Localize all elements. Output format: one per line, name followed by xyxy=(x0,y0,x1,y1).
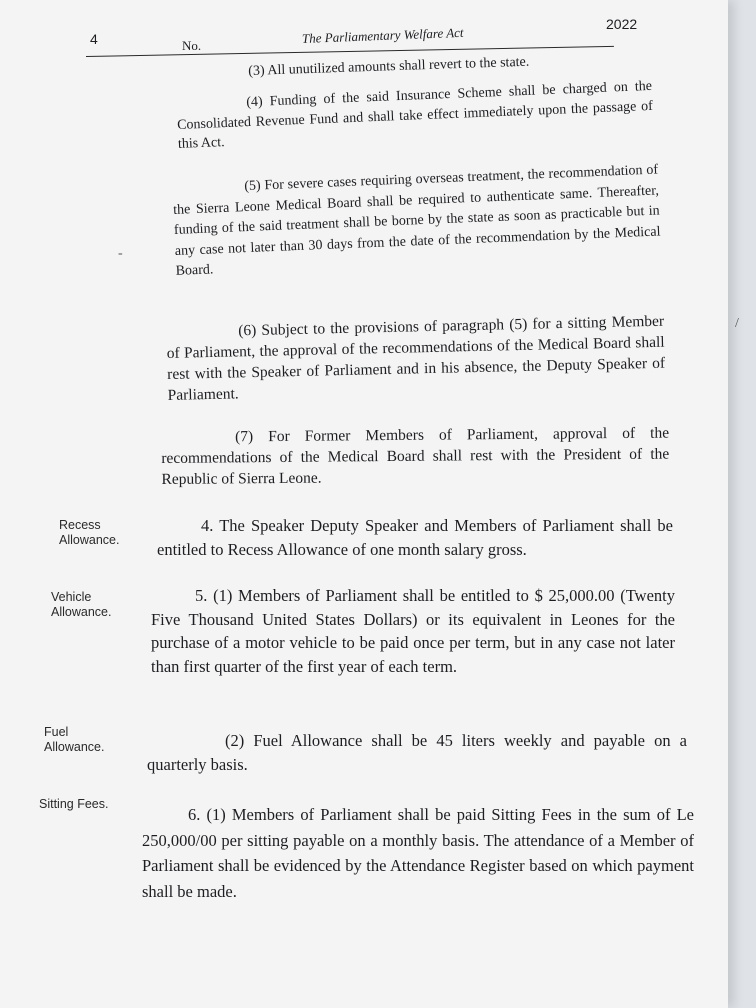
margin-note-recess: Recess Allowance. xyxy=(59,518,120,547)
no-label: No. xyxy=(182,38,202,53)
paragraph-6 xyxy=(166,311,666,406)
section-6-1 xyxy=(142,802,694,904)
section-6-1-text: 6. (1) Members of Parliament shall be paid Sitting Fees in the sum of Le 250,000/00 per sitting payable on a monthly basis. The attendance of a Member of Parliament shall be evidenced by the Attendance Register based on which payment shall be made. xyxy=(142,805,694,901)
paragraph-3: (3) All unutilized amounts shall revert to the state. xyxy=(248,54,530,79)
paragraph-5 xyxy=(172,160,662,282)
margin-note-sitting: Sitting Fees. xyxy=(39,797,109,811)
margin-note-vehicle: Vehicle Allowance. xyxy=(51,590,112,619)
section-5-1 xyxy=(151,584,675,678)
page-number: 4 xyxy=(90,31,98,47)
section-4 xyxy=(157,514,673,562)
paragraph-7 xyxy=(161,423,670,490)
margin-note-fuel: Fuel Allowance. xyxy=(44,725,105,754)
year: 2022 xyxy=(606,16,638,32)
paragraph-5-text: (5) For severe cases requiring overseas treatment, the recommendation of the Sierra Leone Medical Board shall be required to authenticate same. Thereafter, funding of the said treatment shall be borne by the state as soon as practicable but in any case not later than 30 days from the date of the recommendation by the Medical Board. xyxy=(172,162,661,279)
act-title: The Parliamentary Welfare Act xyxy=(301,24,464,46)
paragraph-4 xyxy=(176,77,654,155)
paragraph-6-text: (6) Subject to the provisions of paragraph (5) for a sitting Member of Parliament, the approval of the recommendations of the Medical Board shall rest with the Speaker of Parliament and in his absence, the Deputy Speaker of Parliament. xyxy=(166,312,666,404)
section-5-2-text: (2) Fuel Allowance shall be 45 liters weekly and payable on a quarterly basis. xyxy=(147,731,687,774)
margin-tick-mark: - xyxy=(118,246,123,261)
margin-slash-mark: / xyxy=(735,316,739,331)
paragraph-7-text: (7) For Former Members of Parliament, approval of the recommendations of the Medical Board shall rest with the President of the Republic of Sierra Leone. xyxy=(161,424,670,488)
section-5-2 xyxy=(147,729,687,777)
section-5-1-text: 5. (1) Members of Parliament shall be entitled to $ 25,000.00 (Twenty Five Thousand United States Dollars) or its equivalent in Leones for the purchase of a motor vehicle to be paid once per term, but in any case not later than first quarter of the first year of each term. xyxy=(151,586,675,676)
section-4-text: 4. The Speaker Deputy Speaker and Members of Parliament shall be entitled to Recess Allowance of one month salary gross. xyxy=(157,516,673,559)
paragraph-4-text: (4) Funding of the said Insurance Scheme shall be charged on the Consolidated Revenue Fund and shall take effect immediately upon the passage of this Act. xyxy=(176,78,654,152)
